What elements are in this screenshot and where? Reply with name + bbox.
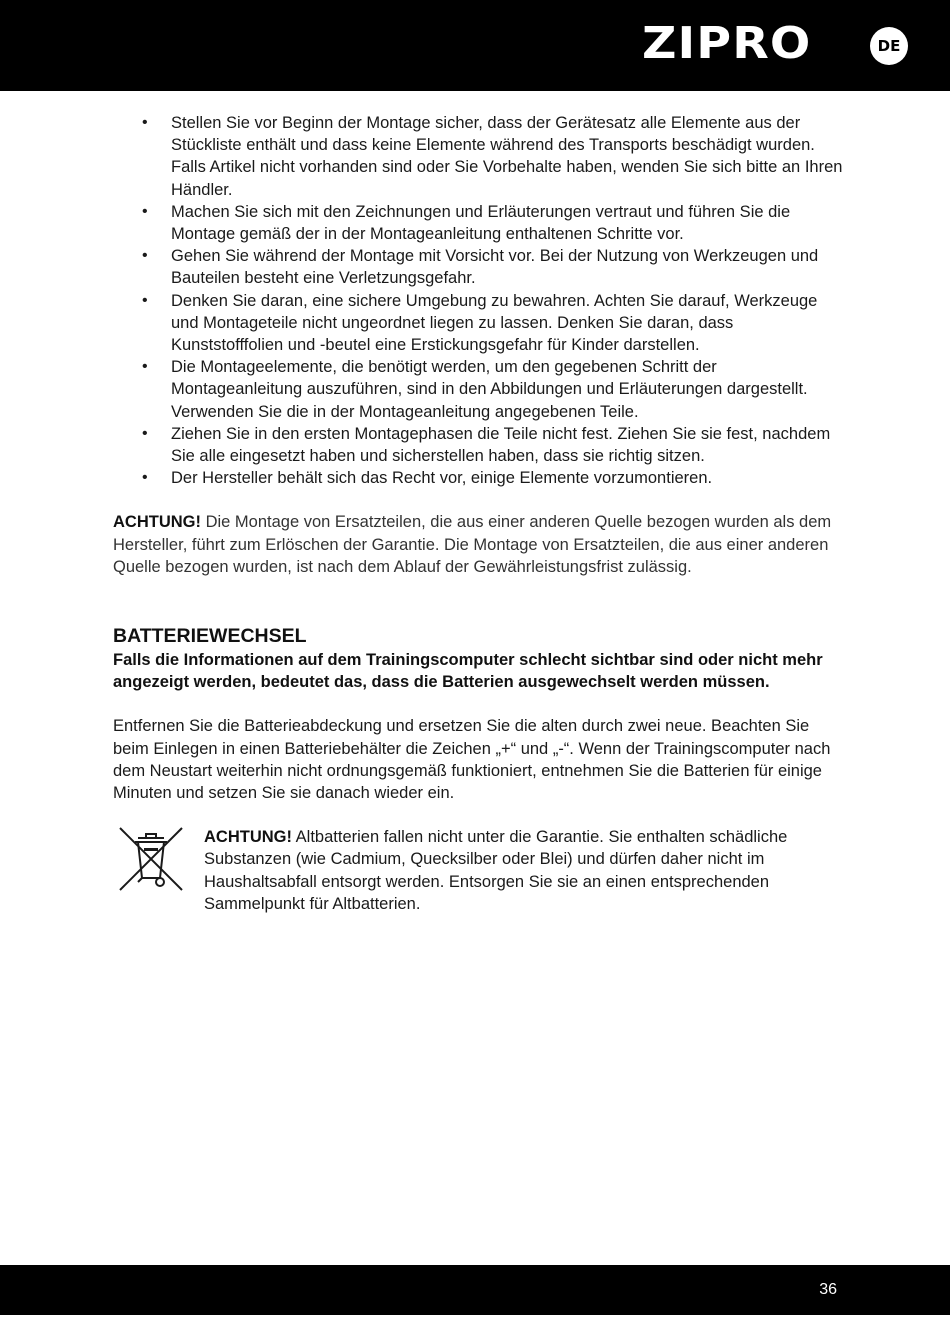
list-item-text: Stellen Sie vor Beginn der Montage sicher, dass der Gerätesatz alle Elemente aus der Stückliste enthält und dass keine Elemente während des Transports beschädigt wurden. Falls Artikel nicht vorhanden sind oder Sie Vorbehalte haben, wenden Sie sich bitte an Ihren Händler. (171, 114, 843, 199)
list-item-text: Gehen Sie während der Montage mit Vorsicht vor. Bei der Nutzung von Werkzeugen und Bauteilen besteht eine Verletzungsgefahr. (171, 247, 819, 288)
warning-label: ACHTUNG! (204, 828, 292, 847)
crossed-out-wheelie-bin-icon (118, 826, 184, 892)
bullet-dot: • (142, 358, 148, 376)
list-item-text: Der Hersteller behält sich das Recht vor, einige Elemente vorzumontieren. (171, 469, 713, 488)
list-item-text: Machen Sie sich mit den Zeichnungen und Erläuterungen vertraut und führen Sie die Montage gemäß der in der Montageanleitung enthaltenen Schritte vor. (171, 202, 791, 244)
assembly-instructions-list (113, 112, 843, 489)
list-item (113, 423, 843, 467)
bullet-dot: • (142, 114, 148, 131)
list-item-text: Ziehen Sie in den ersten Montagephasen die Teile nicht fest. Ziehen Sie sie fest, nachdem Sie alle eingesetzt haben und sicherstellen haben, dass sie richtig sitzen. (171, 424, 831, 466)
brand-logo: ZIPRO (642, 18, 812, 69)
page-number: 36 (819, 1281, 837, 1298)
section-title: BATTERIEWECHSEL (113, 625, 307, 648)
page-header (0, 0, 950, 91)
battery-disposal-warning (113, 826, 843, 915)
bullet-dot: • (142, 202, 148, 220)
warning-label: ACHTUNG! (113, 513, 201, 532)
bullet-dot: • (142, 424, 148, 442)
language-badge: DE (870, 27, 908, 65)
list-item (113, 467, 843, 489)
list-item (113, 245, 843, 289)
bullet-dot: • (142, 247, 148, 265)
list-item (113, 112, 843, 201)
list-item (113, 356, 843, 423)
page-content (113, 112, 843, 915)
list-item-text: Denken Sie daran, eine sichere Umgebung zu bewahren. Achten Sie darauf, Werkzeuge und Montageteile nicht ungeordnet liegen zu lassen. Denken Sie daran, dass Kunststofffolien und -beutel eine Erstickungsgefahr für Kinder darstellen. (171, 291, 818, 355)
bullet-dot: • (142, 469, 148, 487)
list-item (113, 290, 843, 357)
section-lead: Falls die Informationen auf dem Trainingscomputer schlecht sichtbar sind oder nicht mehr angezeigt werden, bedeutet das, dass die Batterien ausgewechselt werden müssen. (113, 651, 823, 692)
list-item (113, 201, 843, 245)
list-item-text: Die Montageelemente, die benötigt werden, um den gegebenen Schritt der Montageanleitung auszuführen, sind in den Abbildungen und Erläuterungen dargestellt. Verwenden Sie die in der Montageanleitung angegebenen Teile. (171, 358, 808, 421)
battery-instructions: Entfernen Sie die Batterieabdeckung und ersetzen Sie die alten durch zwei neue. Beachten Sie beim Einlegen in einen Batteriebehälter die Zeichen „+“ und „-“. Wenn der Trainingscomputer nach dem Neustart weiterhin nicht ordnungsgemäß funktioniert, entnehmen Sie die Batterien für einige Minuten und setzen Sie sie danach wieder ein. (113, 717, 831, 803)
warning-text: Die Montage von Ersatzteilen, die aus einer anderen Quelle bezogen wurden als dem Hersteller, führt zum Erlöschen der Garantie. Die Montage von Ersatzteilen, die aus einer anderen Quelle bezogen wurden, ist nach dem Ablauf der Gewährleistungsfrist zulässig. (113, 513, 832, 576)
spare-parts-warning (113, 511, 843, 578)
bullet-dot: • (142, 291, 148, 309)
page-footer (0, 1265, 950, 1315)
warning-text: Altbatterien fallen nicht unter die Garantie. Sie enthalten schädliche Substanzen (wie Cadmium, Quecksilber oder Blei) und dürfen daher nicht im Haushaltsabfall entsorgt werden. Entsorgen Sie sie an einen entsprechenden Sammelpunkt für Altbatterien. (204, 828, 788, 913)
